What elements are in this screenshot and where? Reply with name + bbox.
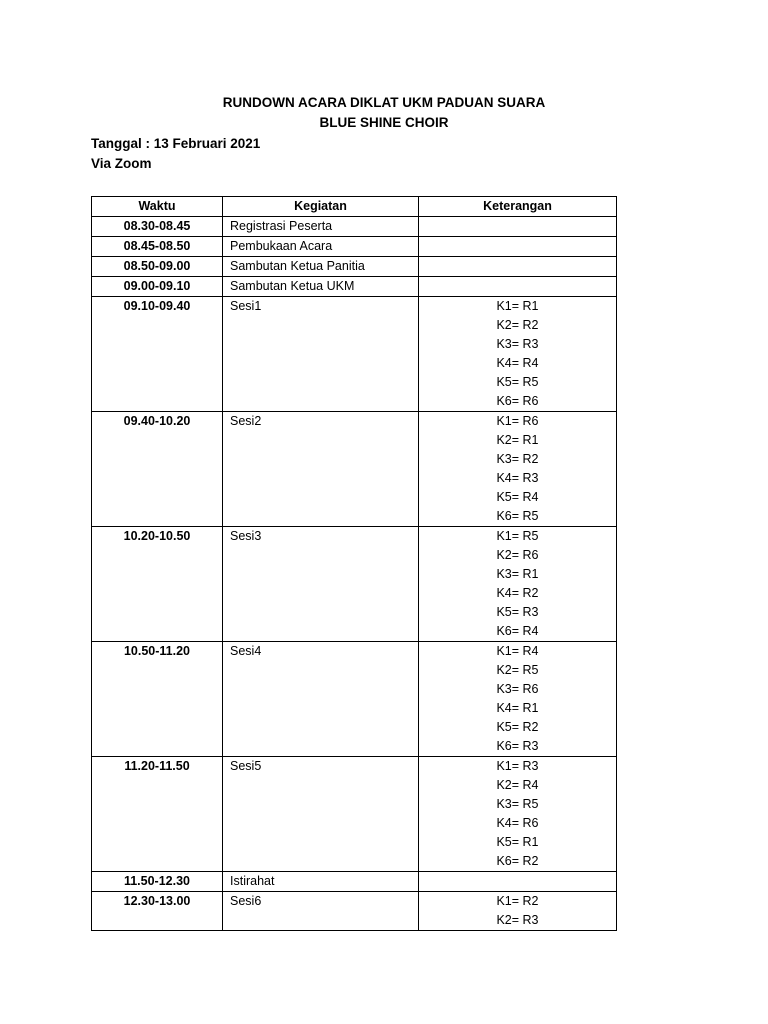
note-line: K2= R2 <box>496 318 539 332</box>
activity-cell: Registrasi Peserta <box>223 217 419 237</box>
table-row <box>92 277 617 297</box>
activity-cell: Sesi6 <box>223 892 419 931</box>
date-line: Tanggal : 13 Februari 2021 <box>91 136 261 151</box>
notes-cell <box>419 872 617 892</box>
time-cell: 09.40-10.20 <box>92 412 223 527</box>
note-line: K6= R5 <box>496 509 539 523</box>
document-title: RUNDOWN ACARA DIKLAT UKM PADUAN SUARA <box>222 95 546 110</box>
header-keterangan: Keterangan <box>419 197 617 217</box>
time-cell: 11.20-11.50 <box>92 757 223 872</box>
notes-empty <box>426 277 609 296</box>
note-line: K5= R3 <box>496 605 539 619</box>
note-line: K4= R3 <box>496 471 539 485</box>
header-waktu: Waktu <box>92 197 223 217</box>
table-row <box>92 237 617 257</box>
activity-cell: Sesi4 <box>223 642 419 757</box>
time-cell: 08.50-09.00 <box>92 257 223 277</box>
time-cell: 08.45-08.50 <box>92 237 223 257</box>
notes-cell <box>419 297 617 412</box>
meta-block <box>91 134 260 174</box>
note-line: K3= R3 <box>496 337 539 351</box>
note-line: K2= R3 <box>496 913 539 927</box>
note-line: K6= R4 <box>496 624 539 638</box>
time-cell: 11.50-12.30 <box>92 872 223 892</box>
schedule-table-header <box>92 197 617 217</box>
venue-line: Via Zoom <box>91 156 152 171</box>
note-line: K1= R3 <box>496 759 539 773</box>
note-line: K4= R4 <box>496 356 539 370</box>
notes-cell <box>419 237 617 257</box>
table-row <box>92 872 617 892</box>
time-cell: 09.10-09.40 <box>92 297 223 412</box>
notes-empty <box>426 257 609 276</box>
note-line: K1= R6 <box>496 414 539 428</box>
document-subtitle: BLUE SHINE CHOIR <box>319 115 449 130</box>
time-cell: 08.30-08.45 <box>92 217 223 237</box>
schedule-table-body <box>92 217 617 931</box>
activity-cell: Sesi5 <box>223 757 419 872</box>
notes-cell <box>419 277 617 297</box>
note-line: K3= R1 <box>496 567 539 581</box>
notes-cell <box>419 257 617 277</box>
time-cell: 10.50-11.20 <box>92 642 223 757</box>
note-line: K2= R1 <box>496 433 539 447</box>
note-line: K2= R5 <box>496 663 539 677</box>
note-line: K1= R5 <box>496 529 539 543</box>
note-line: K4= R1 <box>496 701 539 715</box>
notes-cell <box>419 217 617 237</box>
title-block <box>0 93 768 133</box>
note-line: K3= R2 <box>496 452 539 466</box>
activity-cell: Sambutan Ketua UKM <box>223 277 419 297</box>
activity-cell: Istirahat <box>223 872 419 892</box>
note-line: K1= R2 <box>496 894 539 908</box>
table-row <box>92 642 617 757</box>
table-row <box>92 217 617 237</box>
time-cell: 10.20-10.50 <box>92 527 223 642</box>
table-row <box>92 757 617 872</box>
note-line: K4= R6 <box>496 816 539 830</box>
note-line: K4= R2 <box>496 586 539 600</box>
notes-cell <box>419 757 617 872</box>
header-kegiatan: Kegiatan <box>223 197 419 217</box>
header-row <box>92 197 617 217</box>
activity-cell: Sambutan Ketua Panitia <box>223 257 419 277</box>
note-line: K2= R4 <box>496 778 539 792</box>
note-line: K1= R1 <box>496 299 539 313</box>
activity-cell: Sesi3 <box>223 527 419 642</box>
note-line: K3= R6 <box>496 682 539 696</box>
table-row <box>92 527 617 642</box>
activity-cell: Pembukaan Acara <box>223 237 419 257</box>
note-line: K6= R3 <box>496 739 539 753</box>
notes-cell <box>419 412 617 527</box>
time-cell: 12.30-13.00 <box>92 892 223 931</box>
table-row <box>92 412 617 527</box>
note-line: K5= R2 <box>496 720 539 734</box>
table-row <box>92 297 617 412</box>
notes-cell <box>419 892 617 931</box>
note-line: K3= R5 <box>496 797 539 811</box>
notes-empty <box>426 237 609 256</box>
note-line: K5= R5 <box>496 375 539 389</box>
note-line: K5= R1 <box>496 835 539 849</box>
note-line: K2= R6 <box>496 548 539 562</box>
notes-empty <box>426 217 609 236</box>
notes-cell <box>419 527 617 642</box>
time-cell: 09.00-09.10 <box>92 277 223 297</box>
table-row <box>92 892 617 931</box>
notes-empty <box>426 872 609 891</box>
notes-cell <box>419 642 617 757</box>
note-line: K5= R4 <box>496 490 539 504</box>
activity-cell: Sesi2 <box>223 412 419 527</box>
note-line: K1= R4 <box>496 644 539 658</box>
note-line: K6= R6 <box>496 394 539 408</box>
schedule-table <box>91 196 617 931</box>
activity-cell: Sesi1 <box>223 297 419 412</box>
table-row <box>92 257 617 277</box>
note-line: K6= R2 <box>496 854 539 868</box>
